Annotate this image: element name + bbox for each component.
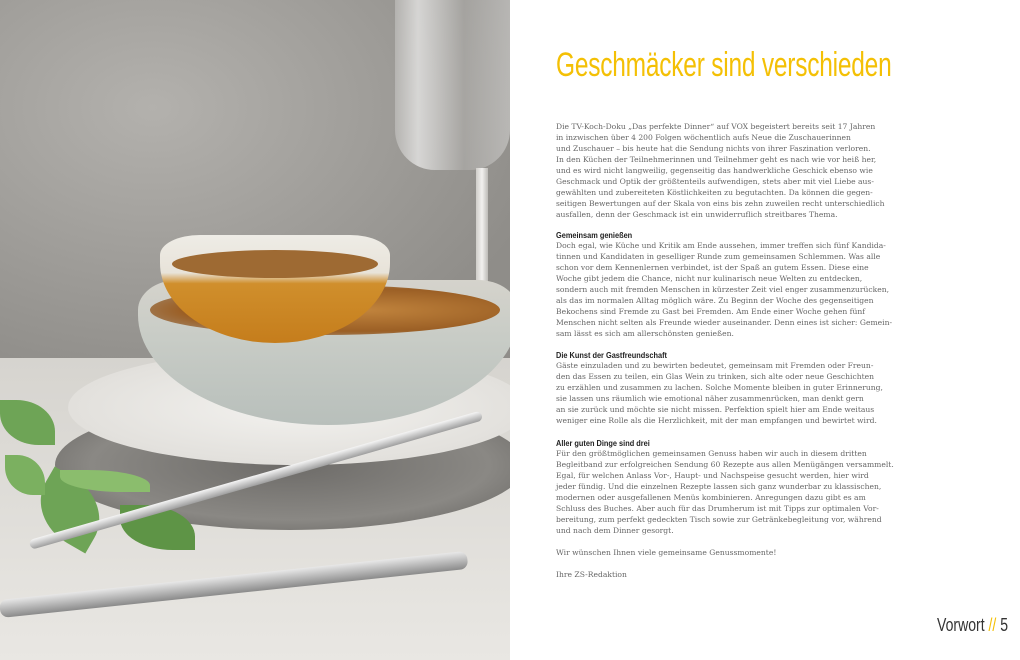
footer-section: Vorwort [937,615,985,635]
text-line: bereitung, zum perfekt gedeckten Tisch sowie zur Getränkebegleitung vor, während [556,514,882,524]
text-line: Die TV-Koch-Doku „Das perfekte Dinner“ auf VOX begeistert bereits seit 17 Jahren [556,122,876,131]
text-line: als das im normalen Alltag möglich wäre. Zu Beginn der Woche des gegenseitigen [556,295,874,305]
text-line: Egal, für welchen Anlass Vor-, Haupt- und Nachspeise gesucht werden, hier wird [556,470,869,480]
text-line: Bekochens sind Fremde zu Gast bei Fremden. Am Ende einer Woche gehen fünf [556,306,866,316]
text-line: modernen oder ausgefallenen Menüs kombinieren. Anregungen dazu gibt es am [556,492,866,502]
section-heading: Die Kunst der Gastfreundschaft [556,350,667,360]
text-line: sam lässt es sich am allerschönsten genießen. [556,328,734,338]
text-line: zu erzählen und zusammen zu lachen. Solche Momente bleiben in guter Erinnerung, [556,382,883,392]
text-line: und Zuschauer – bis heute hat die Sendung nichts von ihrer Faszination verloren. [556,143,871,153]
text-line: sie lassen uns räumlich wie emotional näher zusammenrücken, man denkt gern [556,393,864,403]
section-gemeinsam-geniessen [556,230,892,340]
text-line: Menschen nicht selten als Freunde wieder auseinander. Denn eines ist sicher: Gemein- [556,317,893,327]
text-line: in inzwischen über 4 200 Folgen wöchentlich aufs Neue die Zuschauerinnen [556,132,851,142]
text-line: an sie zurück und möchte sie nicht missen. Perfektion spielt hier am Ende weitaus [556,404,875,414]
section-heading: Gemeinsam genießen [556,230,633,240]
text-line: gewählten und zubereiteten Köstlichkeiten zu begutachten. Da können die gegen- [556,187,873,197]
section-gastfreundschaft [556,350,883,427]
section-aller-guten-dinge [556,438,894,537]
text-line: seitigen Bewertungen auf der Skala von eins bis zehn zuweilen recht unterschiedlich [556,198,885,208]
text-line: sondern auch mit fremden Menschen in kürzester Zeit viel enger zusammenzurücken, [556,284,890,294]
text-line: Geschmack und Optik der größtenteils aufwendigen, stets aber mit viel Liebe aus- [556,176,874,186]
page-footer [937,615,1008,636]
text-line: Für den größtmöglichen gemeinsamen Genuss haben wir auch in diesem dritten [556,448,867,458]
text-line: Begleitband zur erfolgreichen Sendung 60 Rezepte aus allen Menügängen versammelt. [556,459,894,469]
footer-separator: // [988,615,997,635]
page-title: Geschmäcker sind verschieden [556,46,892,84]
text-line: Woche gibt jedem die Chance, nicht nur kulinarisch neue Welten zu entdecken, [556,273,863,283]
text-line: ausfallen, denn der Geschmack ist ein unwiderruflich streitbares Thema. [556,209,838,219]
text-line: Schluss des Buches. Aber auch für das Drumherum ist mit Tipps zur optimalen Vor- [556,503,879,513]
text-line: den das Essen zu teilen, ein Glas Wein zu trinken, sich alte oder neue Geschichten [556,371,875,381]
text-line: Gäste einzuladen und zu bewirten bedeutet, gemeinsam mit Fremden oder Freun- [556,360,874,370]
text-line: schon vor dem Kennenlernen verbindet, ist der Spaß an gutem Essen. Diese eine [556,262,869,272]
page-number: 5 [1000,615,1009,635]
text-line: weniger eine Rolle als die Herzlichkeit, mit der man empfangen und bewirtet wird. [556,415,877,425]
text-line: und es wird nicht langweilig, gegenseitig das handwerkliche Geschick ebenso wie [556,165,873,175]
text-line: tinnen und Kandidaten in geselliger Runde zum gemeinsamen Schlemmen. Was alle [556,251,881,261]
closing-line: Wir wünschen Ihnen viele gemeinsame Genussmomente! [556,548,777,557]
text-line: und nach dem Dinner gesorgt. [556,525,674,535]
text-line: jeder fündig. Und die einzelnen Rezepte lassen sich ganz wunderbar zu klassischen, [556,481,882,491]
text-line: In den Küchen der Teilnehmerinnen und Teilnehmer geht es nach wie vor heiß her, [556,154,877,164]
intro-paragraph [556,122,885,221]
text-line: Doch egal, wie Küche und Kritik am Ende aussehen, immer treffen sich fünf Kandida- [556,240,886,250]
wine-glass [395,0,510,170]
section-heading: Aller guten Dinge sind drei [556,438,650,448]
signature: Ihre ZS-Redaktion [556,570,627,579]
